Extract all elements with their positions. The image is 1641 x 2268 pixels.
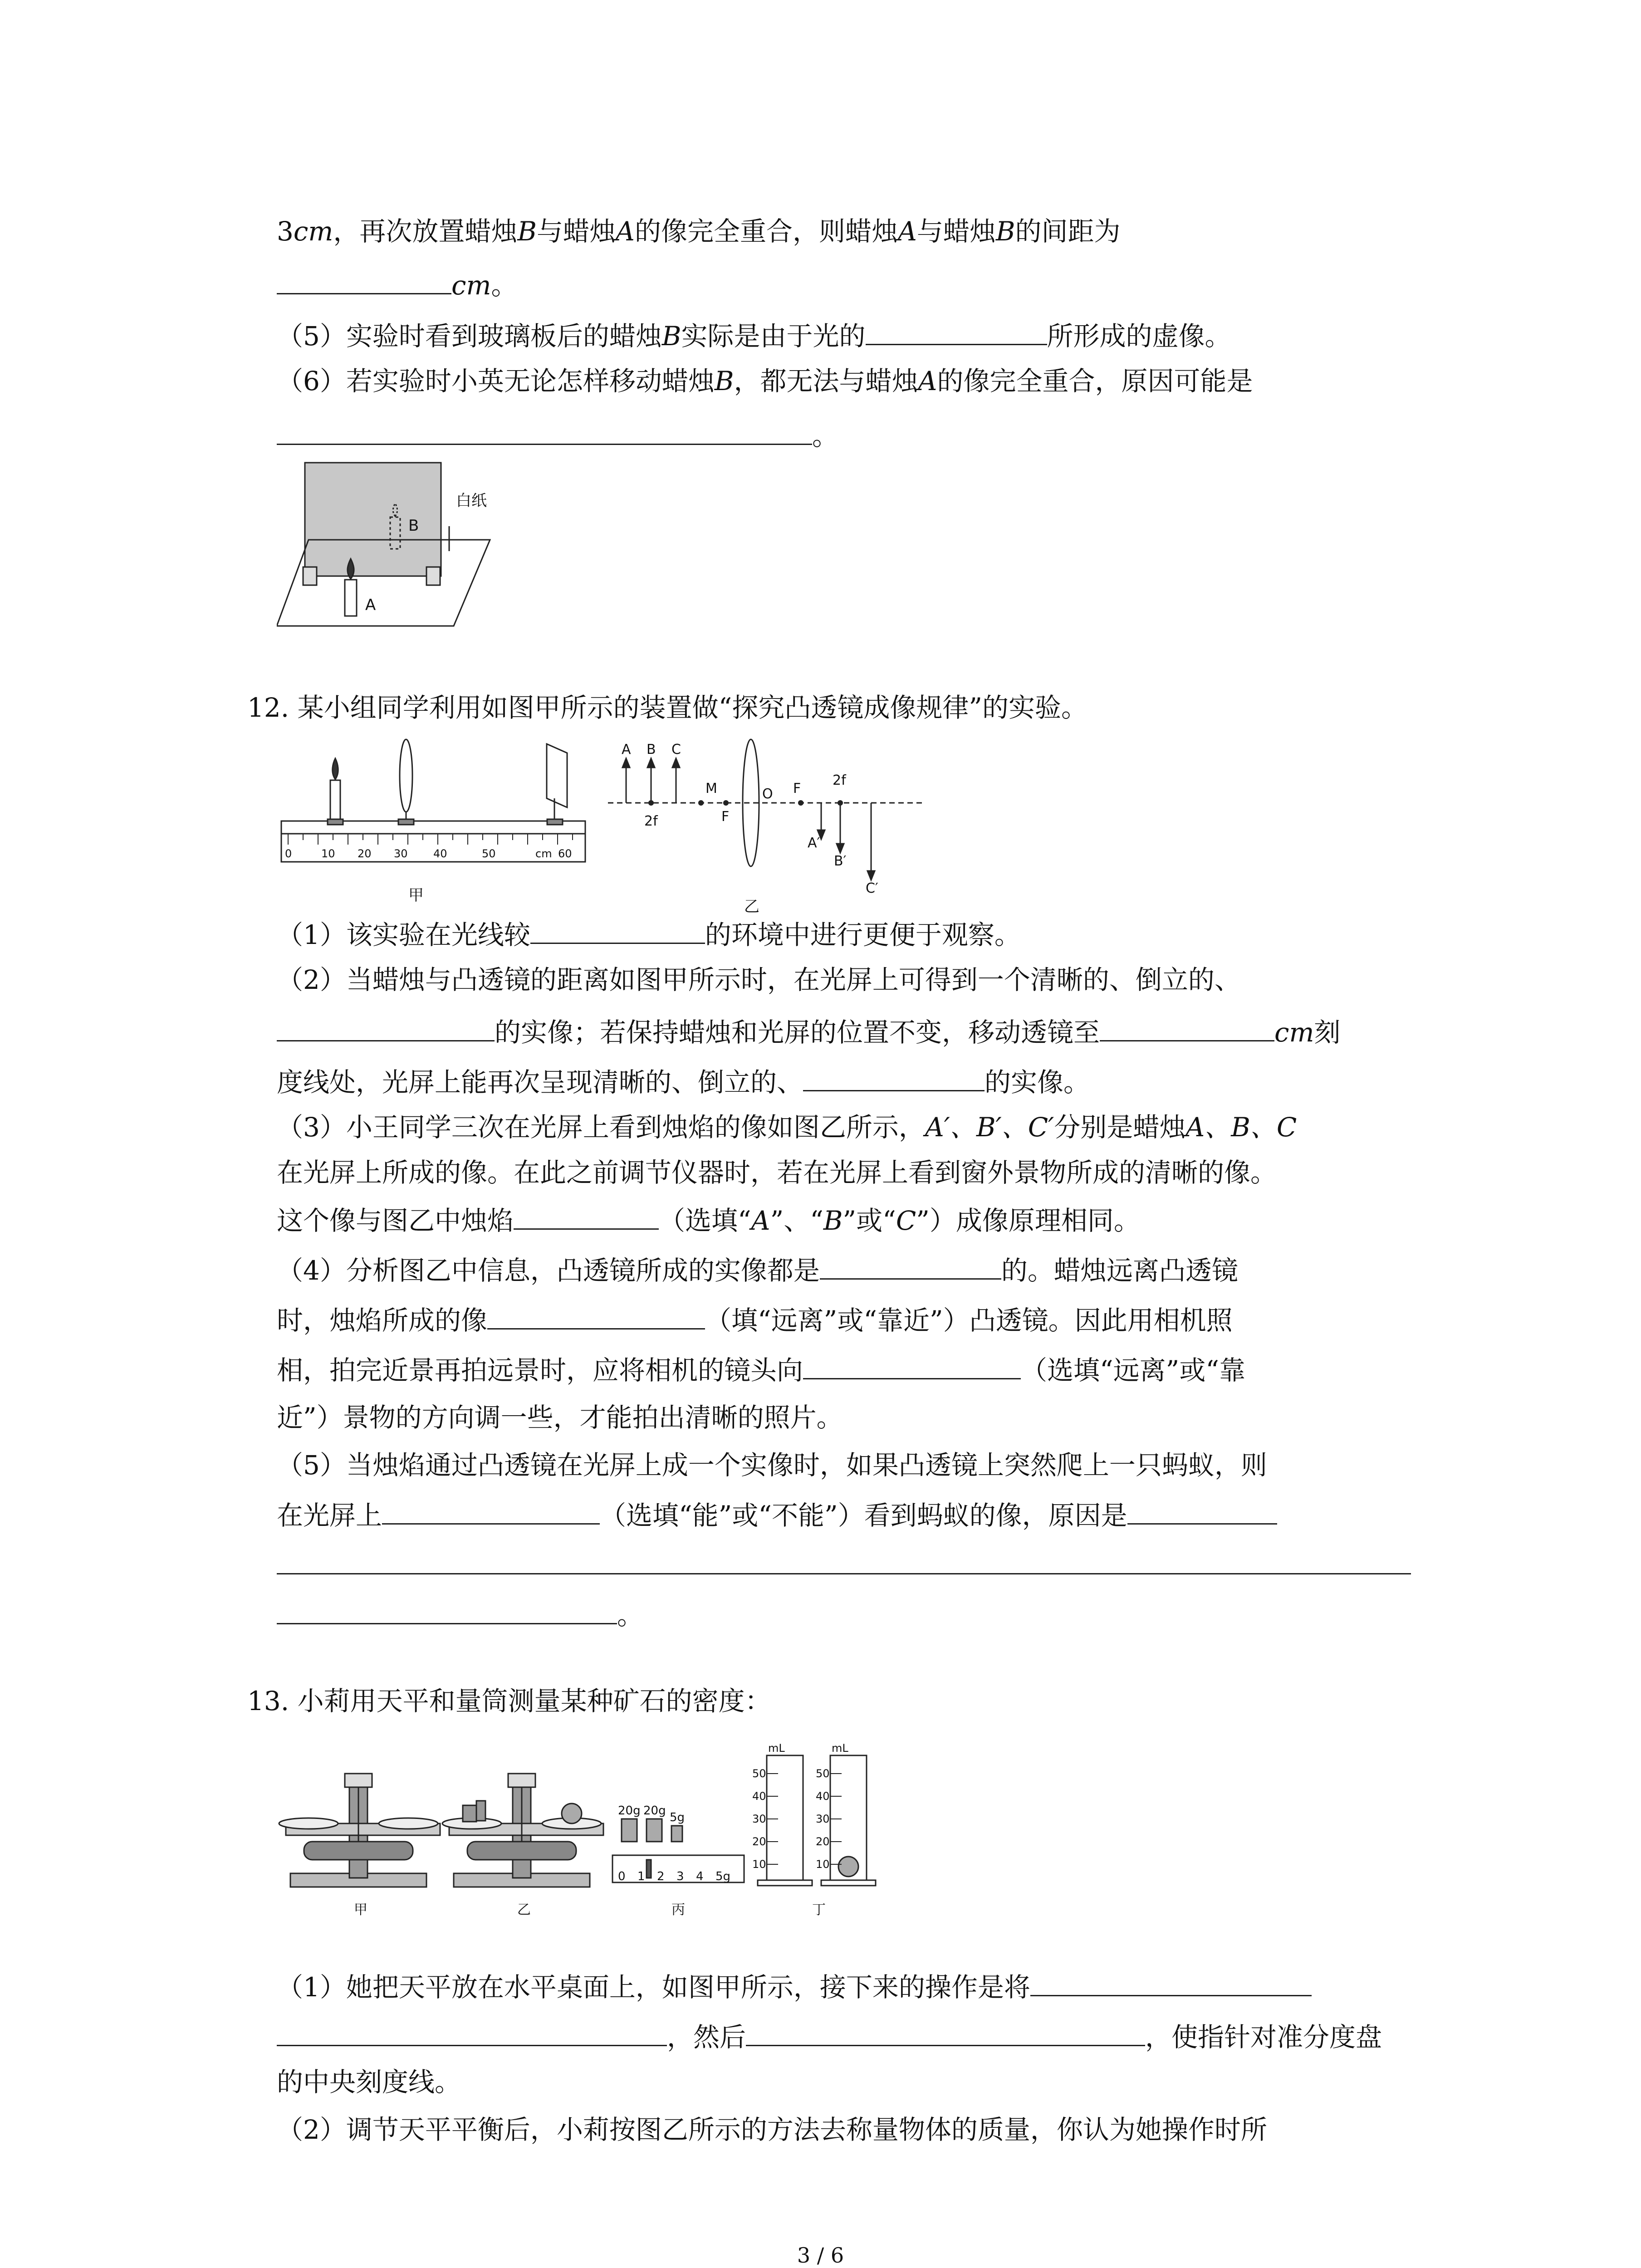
q11-line-4: （6）若实验时小英无论怎样移动蜡烛B，都无法与蜡烛A的像完全重合，原因可能是 (277, 366, 1253, 396)
q13-p1-line3: 的中央刻度线。 (277, 2067, 461, 2097)
label-c-prime: C′ (866, 880, 878, 896)
caption-yi: 乙 (744, 898, 759, 916)
label-2f-left: 2f (644, 813, 658, 829)
answer-blank[interactable] (277, 1547, 1411, 1574)
svg-text:20: 20 (752, 1835, 766, 1848)
answer-blank[interactable] (487, 1302, 705, 1330)
label-f-right: F (793, 781, 801, 797)
q12-p2-line1: （2）当蜡烛与凸透镜的距离如图甲所示时，在光屏上可得到一个清晰的、倒立的、 (277, 964, 1241, 995)
label-2f-right: 2f (833, 772, 846, 788)
tick-label: 60 (558, 847, 572, 860)
tick-label: 40 (433, 847, 447, 860)
answer-blank[interactable] (746, 2019, 1145, 2046)
caption-bing: 丙 (671, 1902, 685, 1918)
q12-p5-line4: 。 (277, 1597, 643, 1633)
image-position-figure (608, 735, 935, 916)
q12-p5-line3 (277, 1547, 1411, 1584)
label-a: A (622, 742, 631, 758)
caption-yi: 乙 (517, 1902, 531, 1918)
svg-text:40: 40 (752, 1790, 766, 1803)
scale-label: 0 (618, 1870, 626, 1883)
balance-and-cylinder-figure (277, 1733, 898, 1941)
svg-text:50: 50 (752, 1767, 766, 1780)
label-o: O (762, 786, 773, 802)
answer-blank[interactable] (277, 1597, 617, 1624)
svg-text:20: 20 (816, 1835, 830, 1848)
answer-blank[interactable] (1127, 1497, 1277, 1525)
q11-line-5: 。 (277, 417, 838, 454)
mirror-experiment-figure (277, 458, 513, 635)
weight-label: 20g (643, 1804, 666, 1818)
svg-text:50: 50 (816, 1767, 830, 1780)
label-c: C (671, 742, 681, 758)
q11-line-1: 3cm，再次放置蜡烛B与蜡烛A的像完全重合，则蜡烛A与蜡烛B的间距为 (277, 216, 1121, 247)
q13-p1-line1: （1）她把天平放在水平桌面上，如图甲所示，接下来的操作是将 (277, 1969, 1312, 2005)
answer-blank[interactable] (277, 2019, 667, 2046)
answer-blank[interactable] (277, 1014, 495, 1041)
ml-label: mL (832, 1742, 848, 1755)
tick-label: cm (535, 847, 552, 860)
answer-blank[interactable] (382, 1497, 600, 1525)
answer-blank[interactable] (1030, 1969, 1312, 1996)
svg-text:30: 30 (816, 1813, 830, 1825)
q12-p3-line3: 这个像与图乙中烛焰 （选填“A”、“B”或“C”）成像原理相同。 (277, 1202, 1140, 1239)
q12-p4-line3: 相，拍完近景再拍远景时，应将相机的镜头向 （选填“远离”或“靠 (277, 1352, 1245, 1388)
svg-text:40: 40 (816, 1790, 830, 1803)
tick-label: 10 (321, 847, 335, 860)
label-m: M (705, 781, 717, 797)
q11-line-2: cm。 (277, 267, 518, 303)
q12-title: 12. 某小组同学利用如图甲所示的装置做“探究凸透镜成像规律”的实验。 (247, 692, 1087, 723)
q12-p3-line1: （3）小王同学三次在光屏上看到烛焰的像如图乙所示，A′、B′、C′分别是蜡烛A、B、C (277, 1112, 1297, 1143)
q12-p4-line2: 时，烛焰所成的像 （填“远离”或“靠近”）凸透镜。因此用相机照 (277, 1302, 1233, 1339)
label-b: B (408, 517, 419, 535)
optical-bench-figure (277, 730, 594, 907)
tick-label: 0 (285, 847, 292, 860)
label-f-left: F (721, 809, 730, 825)
label-a: A (365, 596, 376, 614)
q12-p1: （1）该实验在光线较 的环境中进行更便于观察。 (277, 916, 1021, 953)
label-a-prime: A′ (808, 835, 820, 851)
answer-blank[interactable] (514, 1202, 659, 1230)
q13-p1-line2: ，然后 ，使指针对准分度盘 (277, 2019, 1382, 2055)
tick-label: 50 (482, 847, 496, 860)
answer-blank[interactable] (803, 1352, 1021, 1379)
ml-label: mL (768, 1742, 785, 1755)
scale-label: 1 (637, 1870, 645, 1883)
weight-label: 5g (670, 1811, 685, 1824)
answer-blank[interactable] (820, 1252, 1001, 1280)
label-b-prime: B′ (834, 853, 847, 869)
caption-jia: 甲 (408, 886, 424, 904)
caption-jia: 甲 (354, 1902, 367, 1918)
answer-blank[interactable] (1100, 1014, 1274, 1041)
tick-label: 30 (394, 847, 408, 860)
answer-blank[interactable] (277, 267, 451, 294)
q12-p4-line1: （4）分析图乙中信息，凸透镜所成的实像都是 的。蜡烛远离凸透镜 (277, 1252, 1238, 1289)
q12-p4-line4: 近”）景物的方向调一些，才能拍出清晰的照片。 (277, 1402, 843, 1433)
label-white-paper: 白纸 (456, 492, 487, 510)
scale-label: 4 (696, 1870, 704, 1883)
q12-p5-line1: （5）当烛焰通过凸透镜在光屏上成一个实像时，如果凸透镜上突然爬上一只蚂蚁，则 (277, 1450, 1267, 1481)
q12-p2-line3: 度线处，光屏上能再次呈现清晰的、倒立的、 的实像。 (277, 1064, 1090, 1100)
q12-p3-line2: 在光屏上所成的像。在此之前调节仪器时，若在光屏上看到窗外景物所成的清晰的像。 (277, 1157, 1277, 1188)
svg-text:10: 10 (816, 1858, 830, 1871)
q13-p2-line1: （2）调节天平平衡后，小莉按图乙所示的方法去称量物体的质量，你认为她操作时所 (277, 2114, 1267, 2145)
answer-blank[interactable] (277, 417, 812, 445)
svg-text:30: 30 (752, 1813, 766, 1825)
page-number: 3 / 6 (797, 2243, 844, 2268)
answer-blank[interactable] (530, 916, 705, 944)
scale-label: 3 (676, 1870, 684, 1883)
q12-p5-line2: 在光屏上 （选填“能”或“不能”）看到蚂蚁的像，原因是 (277, 1497, 1277, 1534)
scale-label: 2 (657, 1870, 665, 1883)
q12-p2-line2: 的实像；若保持蜡烛和光屏的位置不变，移动透镜至 cm刻 (277, 1014, 1341, 1051)
svg-text:10: 10 (752, 1858, 766, 1871)
answer-blank[interactable] (866, 318, 1047, 345)
tick-label: 20 (358, 847, 372, 860)
weight-label: 20g (618, 1804, 641, 1818)
caption-ding: 丁 (812, 1902, 826, 1918)
q11-line-3: （5）实验时看到玻璃板后的蜡烛B实际是由于光的 所形成的虚像。 (277, 318, 1231, 354)
scale-label: 5g (715, 1870, 731, 1883)
label-b: B (647, 742, 656, 758)
answer-blank[interactable] (803, 1064, 985, 1091)
q13-title: 13. 小莉用天平和量筒测量某种矿石的密度： (247, 1686, 771, 1716)
